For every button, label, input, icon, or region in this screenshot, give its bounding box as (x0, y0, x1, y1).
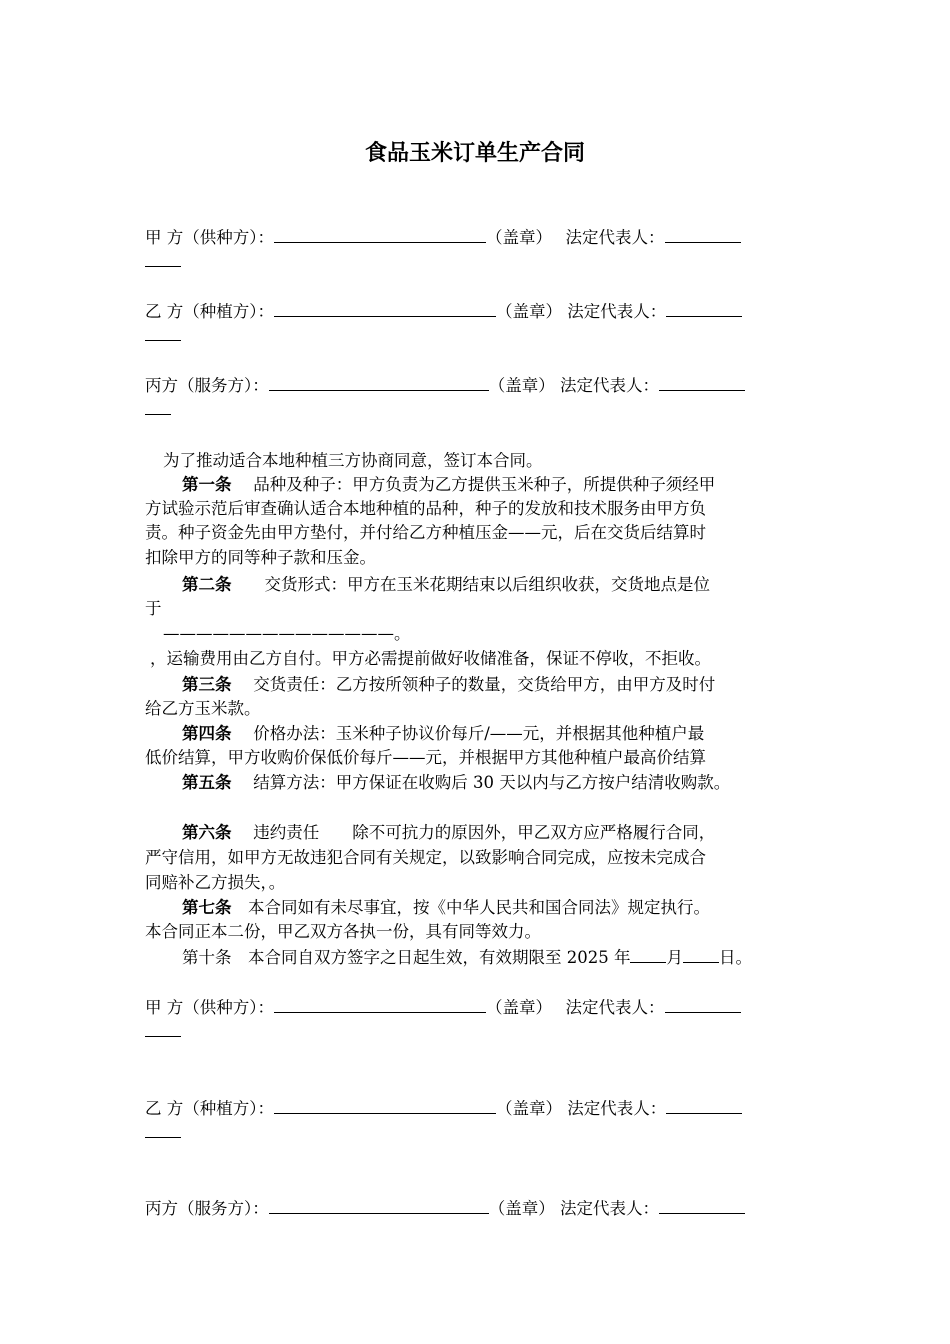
party-c-rep-blank (659, 374, 745, 391)
bottom-party-c-name-blank (269, 1197, 489, 1214)
party-b-label: 乙 方（种植方）： (145, 302, 274, 321)
bottom-party-c-rep-blank (659, 1197, 745, 1214)
bottom-party-b-line (145, 1097, 742, 1120)
article-6-text: 违约责任 除不可抗力的原因外，甲乙双方应严格履行合同， (253, 823, 716, 842)
day-label: 日。 (718, 948, 752, 967)
party-c-rep: 法定代表人： (560, 376, 659, 395)
article-5 (182, 772, 730, 794)
month-label: 月 (666, 948, 683, 967)
bottom-party-b-rep-blank-cont (145, 1121, 181, 1138)
article-4-head: 第四条 (182, 724, 232, 743)
party-b-name-blank (274, 300, 496, 317)
party-b-rep-blank-cont (145, 324, 181, 341)
party-c-line (145, 374, 745, 397)
article-5-head: 第五条 (182, 773, 232, 792)
bottom-party-a-rep-blank-cont (145, 1020, 181, 1037)
bottom-party-b-stamp: （盖章） (496, 1099, 562, 1118)
bottom-party-c-line (145, 1197, 745, 1220)
bottom-party-a-label: 甲 方（供种方）： (145, 998, 274, 1017)
bottom-party-b-label: 乙 方（种植方）： (145, 1099, 274, 1118)
article-3-head: 第三条 (182, 675, 232, 694)
article-5-text: 结算方法：甲方保证在收购后 30 天以内与乙方按户结清收购款。 (253, 773, 731, 792)
bottom-party-a-rep-blank (665, 996, 741, 1013)
day-blank (683, 946, 719, 963)
article-3-text: 交货责任：乙方按所领种子的数量，交货给甲方，由甲方及时付 (253, 675, 716, 694)
article-1 (182, 474, 715, 496)
article-6-line-2: 严守信用，如甲方无故违犯合同有关规定，以致影响合同完成，应按未完成合 (145, 848, 706, 867)
party-c-name-blank (269, 374, 489, 391)
article-2-line-3: ——————————————。 (163, 624, 411, 643)
party-c-label: 丙方（服务方）： (145, 376, 269, 395)
article-1-line-2: 方试验示范后审查确认适合本地种植的品种，种子的发放和技术服务由甲方负 (145, 499, 706, 518)
article-10-text: 第十条 本合同自双方签字之日起生效，有效期限至 2025 年 (182, 948, 631, 967)
article-2-line-2: 于 (145, 599, 162, 618)
bottom-party-a-stamp: （盖章） (486, 998, 544, 1017)
party-b-rep-blank (666, 300, 742, 317)
bottom-party-c-stamp: （盖章） (488, 1199, 555, 1218)
party-a-name-blank (274, 226, 486, 243)
article-2 (182, 574, 710, 596)
article-10 (182, 946, 752, 969)
article-6 (182, 822, 715, 844)
party-a-rep: 法定代表人： (565, 228, 665, 247)
party-c-stamp: （盖章） (488, 376, 555, 395)
month-blank (630, 946, 666, 963)
bottom-party-a-name-blank (274, 996, 486, 1013)
article-2-text: 交货形式：甲方在玉米花期结束以后组织收获，交货地点是位 (264, 575, 710, 594)
article-3-line-2: 给乙方玉米款。 (145, 699, 261, 718)
article-6-head: 第六条 (182, 823, 232, 842)
page-title: 食品玉米订单生产合同 (364, 141, 585, 166)
bottom-party-b-rep: 法定代表人： (567, 1099, 667, 1118)
bottom-party-b-rep-blank (666, 1097, 742, 1114)
party-b-line (145, 300, 742, 323)
article-7-line-2: 本合同正本二份，甲乙双方各执一份，具有同等效力。 (145, 922, 541, 941)
party-a-line (145, 226, 741, 249)
article-1-text: 品种及种子：甲方负责为乙方提供玉米种子，所提供种子须经甲 (253, 475, 716, 494)
article-7-head: 第七条 (182, 898, 232, 917)
article-3 (182, 674, 715, 696)
article-4 (182, 723, 704, 745)
party-b-stamp: （盖章） (496, 302, 562, 321)
bottom-party-c-rep: 法定代表人： (560, 1199, 659, 1218)
bottom-party-a-rep: 法定代表人： (565, 998, 665, 1017)
article-2-line-4: ，运输费用由乙方自付。甲方必需提前做好收储准备，保证不停收，不拒收。 (150, 649, 711, 668)
party-a-rep-blank-cont (145, 250, 181, 267)
article-6-line-3: 同赔补乙方损失，。 (145, 873, 286, 892)
bottom-party-b-name-blank (274, 1097, 496, 1114)
intro-text: 为了推动适合本地种植三方协商同意，签订本合同。 (163, 451, 543, 470)
article-4-line-2: 低价结算，甲方收购价保低价每斤——元，并根据甲方其他种植户最高价结算 (145, 748, 706, 767)
article-2-head: 第二条 (182, 575, 232, 594)
article-1-line-4: 扣除甲方的同等种子款和压金。 (145, 548, 376, 567)
article-1-line-3: 责。种子资金先由甲方垫付，并付给乙方种植压金——元，后在交货后结算时 (145, 523, 706, 542)
party-a-label: 甲 方（供种方）： (145, 228, 274, 247)
party-b-rep: 法定代表人： (567, 302, 667, 321)
article-4-text: 价格办法：玉米种子协议价每斤/——元，并根据其他种植户最 (253, 724, 705, 743)
bottom-party-c-label: 丙方（服务方）： (145, 1199, 269, 1218)
party-a-stamp: （盖章） (486, 228, 544, 247)
article-7 (182, 897, 710, 919)
bottom-party-a-line (145, 996, 741, 1019)
article-1-head: 第一条 (182, 475, 232, 494)
article-7-text: 本合同如有未尽事宜，按《中华人民共和国合同法》规定执行。 (248, 898, 710, 917)
party-a-rep-blank (665, 226, 741, 243)
party-c-rep-blank-cont (145, 398, 171, 415)
